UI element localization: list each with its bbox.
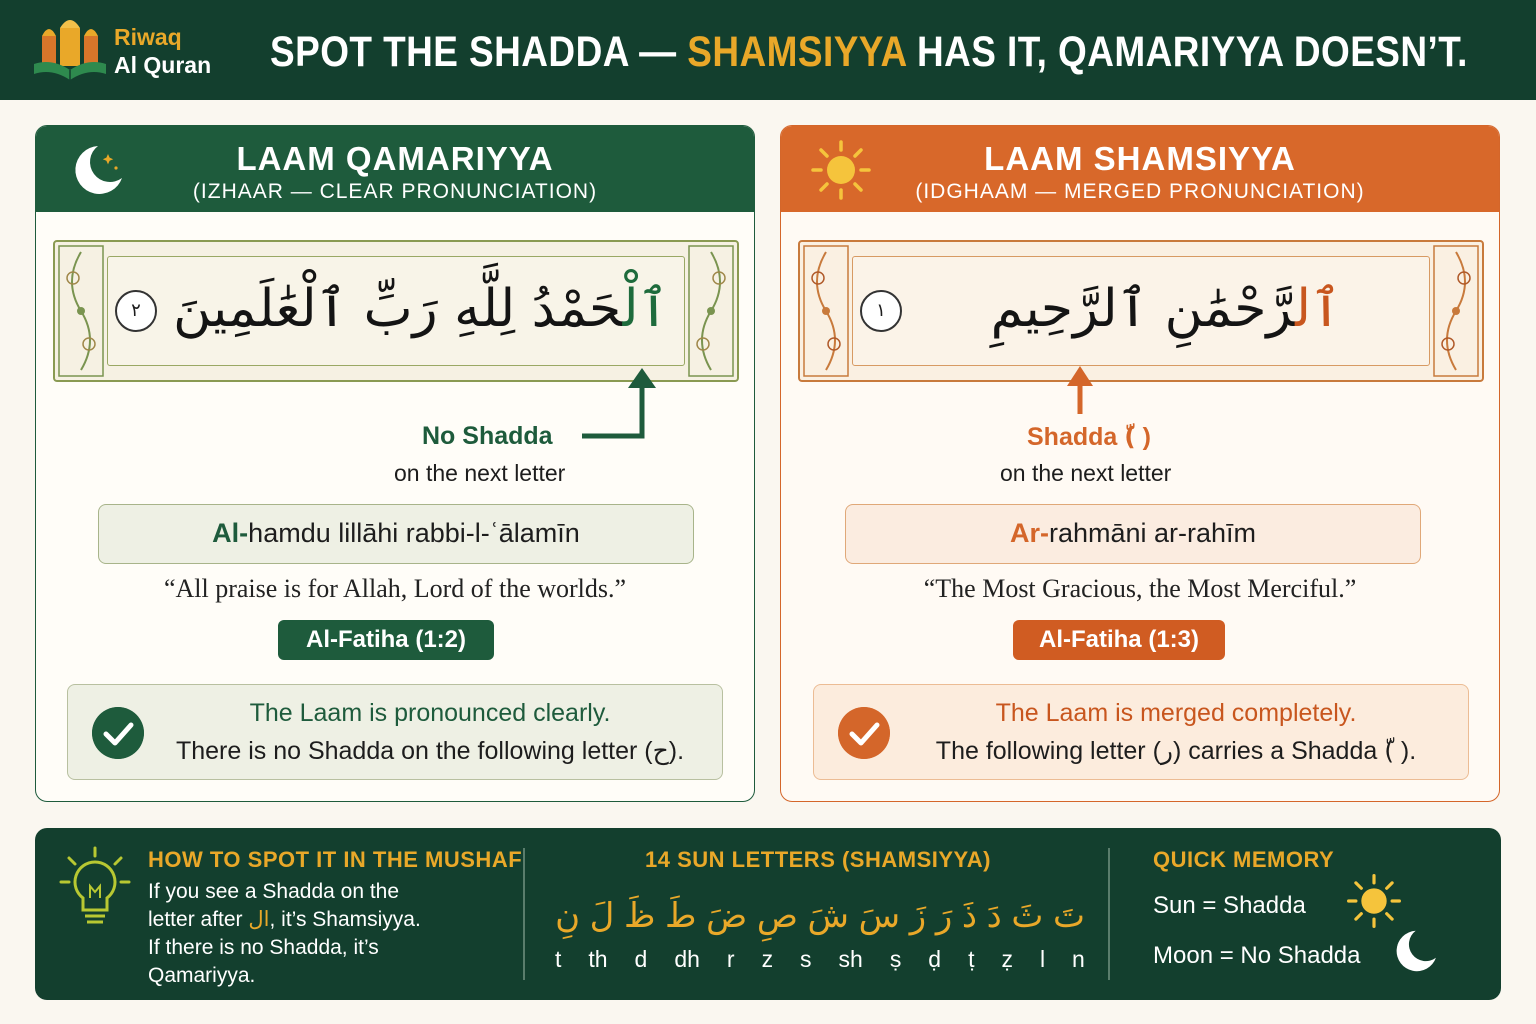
sun-letters-transliteration [555, 946, 1085, 976]
shamsiyya-header [781, 126, 1499, 212]
brand-logo[interactable] [30, 14, 230, 88]
crescent-moon-icon [1387, 924, 1441, 978]
shamsiyya-panel [780, 125, 1500, 802]
verse-reference-badge: Al-Fatiha (1:3) [1013, 620, 1225, 660]
rule-heading: The Laam is merged completely. [995, 699, 1357, 727]
pointer-arrow-icon [1065, 364, 1095, 416]
translit-letter: z [761, 946, 774, 972]
divider [523, 848, 525, 980]
al-article: ال [248, 908, 270, 931]
verse-translation: “All praise is for Allah, Lord of the worlds.” [163, 574, 627, 603]
sun-letter: ثَ [1011, 896, 1044, 936]
top-banner [0, 0, 1536, 100]
translit-letter: ḍ [928, 946, 942, 972]
sun-letter: دَ [986, 896, 1002, 936]
arabic-verse [912, 264, 1420, 354]
sun-letter: ضَ [706, 896, 748, 936]
memory-moon-text: Moon = No Shadda [1153, 942, 1361, 969]
headline-part2: HAS IT, QAMARIYYA DOESN’T. [906, 28, 1468, 76]
verse-frame [53, 240, 739, 382]
verse-frame [798, 240, 1484, 382]
verse-number-marker: ٢ [115, 290, 157, 332]
translit-rest: hamdu lillāhi rabbi-l-ʿālamīn [248, 518, 580, 548]
rule-detail: The following letter (ر) carries a Shadda (ّ ). [935, 737, 1417, 765]
headline-highlight: SHAMSIYYA [687, 28, 907, 76]
sun-letters-heading: 14 SUN LETTERS (SHAMSIYYA) [645, 847, 991, 872]
pointer-caption: on the next letter [1000, 460, 1172, 486]
shadda-label: Shadda (ّ ) [1027, 423, 1151, 451]
translit-prefix: Ar- [1009, 518, 1049, 548]
memory-sun-text: Sun = Shadda [1153, 892, 1306, 919]
checkmark-icon [838, 707, 890, 759]
rule-callout [813, 684, 1469, 780]
sun-letter: تَ [1052, 896, 1085, 936]
qamariyya-header [36, 126, 754, 212]
pointer-caption: on the next letter [394, 460, 566, 486]
sun-letter: ذَ [961, 896, 977, 936]
translit-letter: d [634, 946, 648, 972]
tips-footer [35, 828, 1501, 1000]
spot-heading: HOW TO SPOT IT IN THE MUSHAF [148, 847, 523, 872]
sun-letter: سَ [858, 896, 901, 936]
rule-heading: The Laam is pronounced clearly. [249, 699, 611, 727]
laam-highlight: ٱل [1295, 279, 1342, 339]
translit-letter: s [800, 946, 812, 972]
sun-icon [1345, 872, 1403, 930]
sun-letter: رَ [935, 896, 953, 936]
page-headline [270, 28, 1468, 78]
brand-name-line1: Riwaq [114, 24, 182, 50]
sun-letter: شَ [807, 896, 850, 936]
qamariyya-panel [35, 125, 755, 802]
rule-detail: There is no Shadda on the following letter (ح). [175, 737, 685, 765]
sun-letter: نِ [555, 896, 581, 936]
translit-letter: th [588, 946, 608, 972]
transliteration-box [845, 504, 1421, 564]
qamariyya-title: LAAM QAMARIYYA [236, 140, 554, 177]
sun-letter: زَ [909, 896, 927, 936]
verse-reference-badge: Al-Fatiha (1:2) [278, 620, 494, 660]
floral-ornament-icon [685, 242, 737, 380]
sun-letter: لَ [589, 896, 615, 936]
translit-letter: ẓ [1001, 946, 1013, 972]
translit-prefix: Al- [212, 518, 249, 548]
transliteration-box [98, 504, 694, 564]
sun-letters-row [555, 888, 1085, 944]
translit-letter: sh [838, 946, 863, 972]
translit-letter: l [1039, 946, 1046, 972]
shamsiyya-subtitle: (IDGHAAM — MERGED PRONUNCIATION) [915, 180, 1365, 203]
arabic-verse [167, 264, 675, 354]
floral-ornament-icon [55, 242, 107, 380]
translit-letter: t [555, 946, 562, 972]
mosque-book-logo-icon [30, 14, 110, 88]
verse-number-marker: ١ [860, 290, 902, 332]
headline-part1: SPOT THE SHADDA — [270, 28, 688, 76]
translit-letter: ṭ [968, 946, 975, 972]
translit-letter: dh [674, 946, 700, 972]
lightbulb-icon [59, 846, 131, 938]
verse-translation: “The Most Gracious, the Most Merciful.” [923, 574, 1357, 603]
floral-ornament-icon [800, 242, 852, 380]
no-shadda-label: No Shadda [422, 422, 553, 450]
laam-highlight: ٱلْ [622, 279, 669, 339]
translit-rest: rahmāni ar-rahīm [1048, 518, 1257, 548]
sun-letter: طَ [665, 896, 697, 936]
rule-callout [67, 684, 723, 780]
verse-rest: رَّحْمَٰنِ ٱلرَّحِيمِ [990, 279, 1296, 339]
sun-letter: صِ [756, 896, 798, 936]
qamariyya-subtitle: (IZHAAR — CLEAR PRONUNCIATION) [192, 180, 598, 203]
translit-letter: ṣ [889, 946, 902, 972]
pointer-arrow-icon [576, 364, 656, 444]
spot-text: If you see a Shadda on the letter after ال, it’s Shamsiyya. If there is no Shadda, it’s Qamariyya. [148, 880, 421, 987]
quick-memory-heading: QUICK MEMORY [1153, 847, 1335, 872]
divider [1108, 848, 1110, 980]
translit-letter: r [726, 946, 735, 972]
floral-ornament-icon [1430, 242, 1482, 380]
verse-rest: حَمْدُ لِلَّهِ رَبِّ ٱلْعَٰلَمِينَ [173, 279, 623, 339]
shamsiyya-title: LAAM SHAMSIYYA [984, 140, 1296, 177]
translit-letter: n [1072, 946, 1085, 972]
checkmark-icon [92, 707, 144, 759]
brand-name-line2: Al Quran [114, 52, 212, 78]
sun-letter: ظَ [623, 896, 656, 936]
